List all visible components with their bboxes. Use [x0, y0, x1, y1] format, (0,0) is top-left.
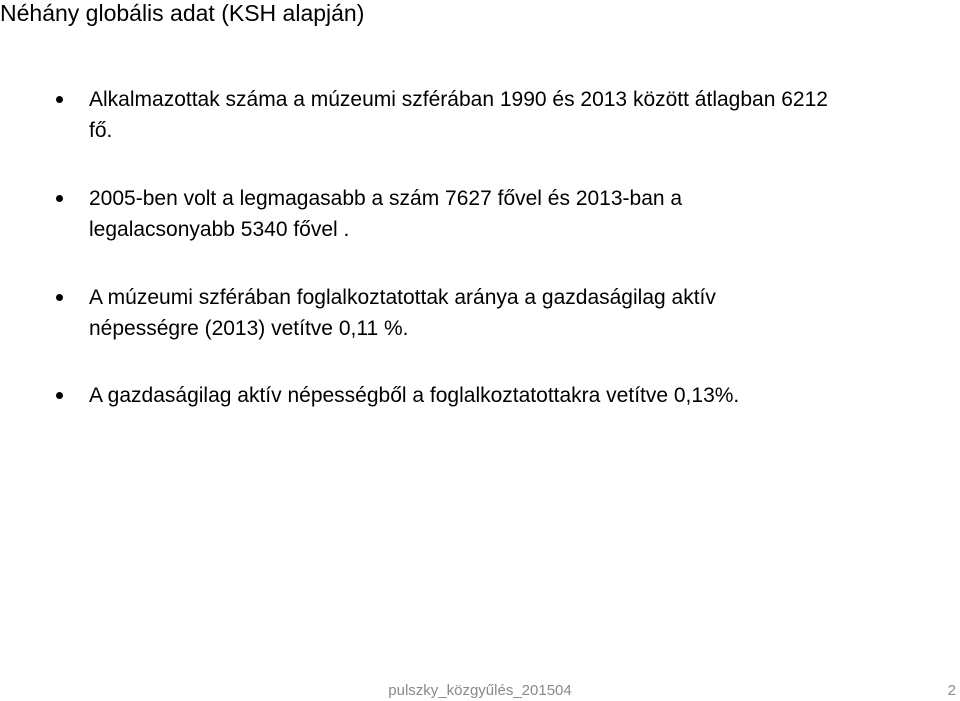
bullet-item — [0, 84, 960, 146]
bullet-dot-icon — [56, 294, 63, 301]
bullet-item — [0, 380, 960, 411]
bullet-text: A gazdaságilag aktív népességből a foglalkoztatottakra vetítve 0,13%. — [89, 384, 740, 407]
bullet-item — [0, 183, 960, 245]
slide-title: Néhány globális adat (KSH alapján) — [0, 0, 365, 26]
bullet-item — [0, 282, 960, 344]
bullet-dot-icon — [56, 195, 63, 202]
bullet-list — [0, 84, 960, 448]
bullet-dot-icon — [56, 392, 63, 399]
page-number: 2 — [947, 682, 956, 699]
bullet-dot-icon — [56, 96, 63, 103]
footer-label: pulszky_közgyűlés_201504 — [388, 682, 572, 699]
bullet-text: 2005-ben volt a legmagasabb a szám 7627 fővel és 2013-ban a legalacsonyabb 5340 fővel . — [89, 187, 683, 241]
bullet-text: Alkalmazottak száma a múzeumi szférában 1990 és 2013 között átlagban 6212 fő. — [89, 88, 828, 142]
bullet-text: A múzeumi szférában foglalkoztatottak aránya a gazdaságilag aktív népességre (2013) vetítve 0,11 %. — [89, 286, 716, 340]
